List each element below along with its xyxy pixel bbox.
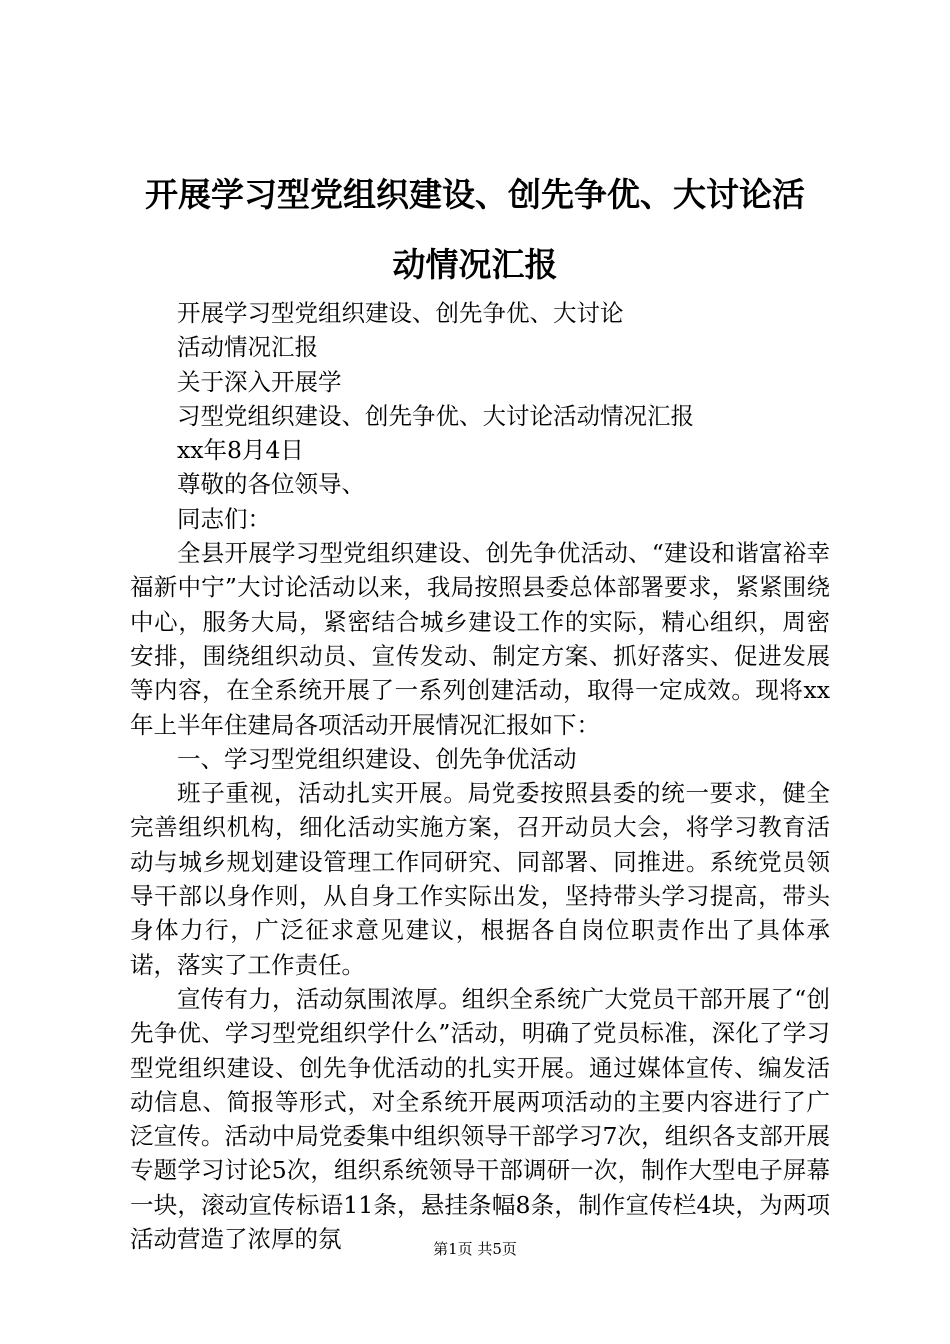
title-line-2: 动情况汇报 xyxy=(392,245,558,284)
paragraph-intro: 全县开展学习型党组织建设、创先争优活动、“建设和谐富裕幸福新中宁”大讨论活动以来，我局按照县委总体部署要求，紧紧围绕中心，服务大局，紧密结合城乡建设工作的实际，精心组织，周密安排，围绕组织动员、宣传发动、制定方案、抓好落实、促进发展等内容，在全系统开展了一系列创建活动，取得一定成效。现将xx年上半年住建局各项活动开展情况汇报如下： xyxy=(130,539,830,739)
section-heading-1: 一、学习型党组织建设、创先争优活动 xyxy=(177,744,577,773)
page-number-footer: 第1页 共5页 xyxy=(433,1240,517,1258)
heading-line-2: 活动情况汇报 xyxy=(177,333,318,362)
report-date: xx年8月4日 xyxy=(177,436,304,465)
document-body xyxy=(130,296,830,1256)
paragraph-leadership: 班子重视，活动扎实开展。局党委按照县委的统一要求，健全完善组织机构，细化活动实施方案，召开动员大会，将学习教育活动与城乡规划建设管理工作同研究、同部署、同推进。系统党员领导干部以身作则，从自身工作实际出发，坚持带头学习提高，带头身体力行，广泛征求意见建议，根据各自岗位职责作出了具体承诺，落实了工作责任。 xyxy=(130,779,830,979)
title-line-1: 开展学习型党组织建设、创先争优、大讨论活 xyxy=(145,175,805,214)
salutation-line-1: 尊敬的各位领导、 xyxy=(177,470,365,499)
heading-line-1: 开展学习型党组织建设、创先争优、大讨论 xyxy=(177,299,624,327)
salutation-line-2: 同志们： xyxy=(177,504,271,533)
paragraph-publicity: 宣传有力，活动氛围浓厚。组织全系统广大党员干部开展了“创先争优、学习型党组织学什么”活动，明确了党员标准，深化了学习型党组织建设、创先争优活动的扎实开展。通过媒体宣传、编发活动信息、简报等形式，对全系统开展两项活动的主要内容进行了广泛宣传。活动中局党委集中组织领导干部学习7次，组织各支部开展专题学习讨论5次，组织系统领导干部调研一次，制作大型电子屏幕一块，滚动宣传标语11条，悬挂条幅8条，制作宣传栏4块，为两项活动营造了浓厚的氛 xyxy=(130,984,830,1254)
heading-line-3: 关于深入开展学 xyxy=(177,367,342,396)
heading-line-4: 习型党组织建设、创先争优、大讨论活动情况汇报 xyxy=(177,401,694,430)
document-title xyxy=(125,160,825,300)
